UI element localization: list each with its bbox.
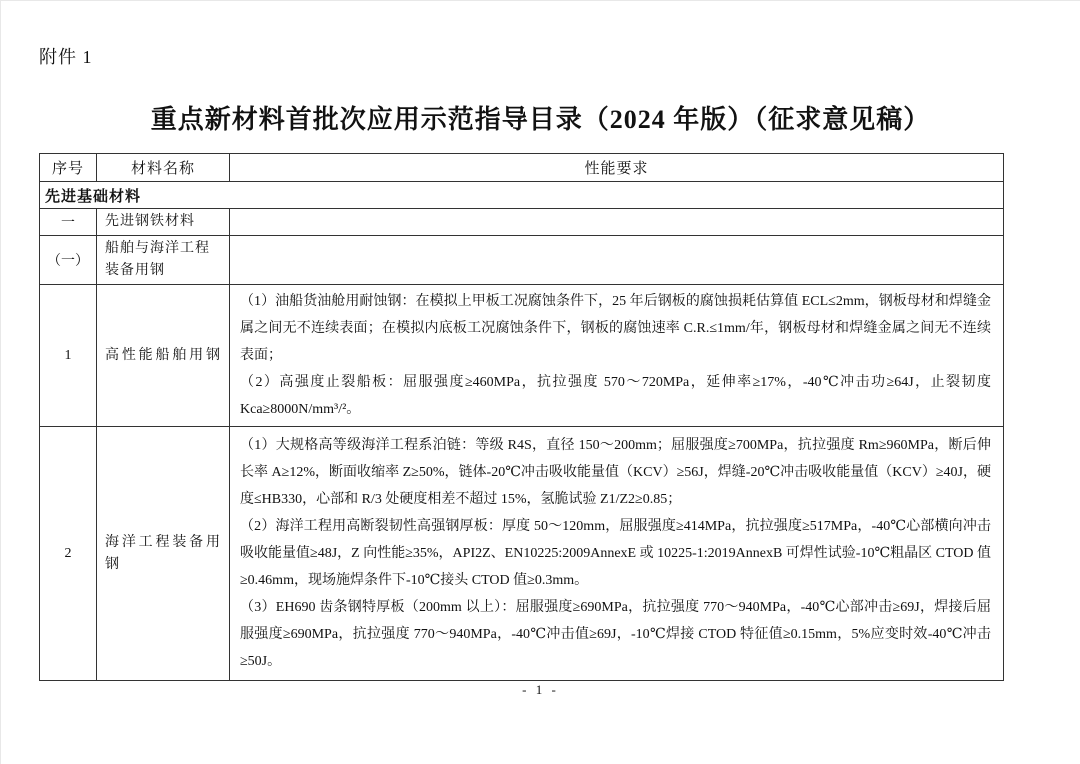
material-name-cell: 高性能船舶用钢 — [97, 285, 230, 427]
table-header-row — [40, 154, 1004, 182]
row-number-cell: （一） — [40, 236, 97, 285]
table-row — [40, 236, 1004, 285]
table-row — [40, 427, 1004, 681]
column-header-number: 序号 — [40, 154, 97, 182]
requirement-paragraph: （2）高强度止裂船板：屈服强度≥460MPa，抗拉强度 570～720MPa，延伸率≥17%，-40℃冲击功≥64J，止裂韧度 Kca≥8000N/mm³/²。 — [240, 375, 991, 417]
performance-cell — [230, 285, 1004, 427]
requirement-paragraph: （3）EH690 齿条钢特厚板（200mm 以上）：屈服强度≥690MPa，抗拉强度 770～940MPa，-40℃心部冲击≥69J，焊接后屈服强度≥690MPa，抗拉强度 770～940MPa，-40℃冲击值≥69J，-10℃焊接 CTOD 特征值≥0.15mm，5%应变时效-40℃冲击≥50J。 — [240, 600, 991, 669]
table-row — [40, 285, 1004, 427]
material-name-cell: 船舶与海洋工程装备用钢 — [97, 236, 230, 285]
material-name-cell: 海洋工程装备用钢 — [97, 427, 230, 681]
requirement-paragraph: （1）大规格高等级海洋工程系泊链：等级 R4S，直径 150～200mm；屈服强度≥700MPa，抗拉强度 Rm≥960MPa，断后伸长率 A≥12%，断面收缩率 Z≥50%，链体-20℃冲击吸收能量值（KCV）≥56J，焊缝-20℃冲击吸收能量值（KCV）≥40J，硬度≤HB330，心部和 R/3 处硬度相差不超过 15%，氢脆试验 Z1/Z2≥0.85； — [240, 438, 991, 507]
row-number-cell: 2 — [40, 427, 97, 681]
row-number-cell: 一 — [40, 209, 97, 236]
row-number-cell: 1 — [40, 285, 97, 427]
section-header-cell: 先进基础材料 — [40, 182, 1004, 209]
table-row — [40, 209, 1004, 236]
requirement-paragraph: （2）海洋工程用高断裂韧性高强钢厚板：厚度 50～120mm，屈服强度≥414MPa，抗拉强度≥517MPa，-40℃心部横向冲击吸收能量值≥48J，Z 向性能≥35%，API2Z、EN10225:2009AnnexE 或 10225-1:2019AnnexB 可焊性试验-10℃粗晶区 CTOD 值≥0.46mm，现场施焊条件下-10℃接头 CTOD 值≥0.3mm。 — [240, 519, 991, 588]
page-title: 重点新材料首批次应用示范指导目录（2024 年版）（征求意见稿） — [150, 105, 931, 134]
performance-cell — [230, 236, 1004, 285]
section-header-row — [40, 182, 1004, 209]
attachment-label: 附件 1 — [39, 47, 93, 67]
performance-cell — [230, 209, 1004, 236]
catalog-table — [39, 153, 1004, 681]
column-header-performance: 性能要求 — [230, 154, 1004, 182]
column-header-material: 材料名称 — [97, 154, 230, 182]
requirement-paragraph: （1）油船货油舱用耐蚀钢：在模拟上甲板工况腐蚀条件下，25 年后钢板的腐蚀损耗估算值 ECL≤2mm，钢板母材和焊缝金属之间无不连续表面；在模拟内底板工况腐蚀条件下，钢板的腐蚀速率 C.R.≤1mm/年，钢板母材和焊缝金属之间无不连续表面； — [240, 294, 991, 363]
material-name-cell: 先进钢铁材料 — [97, 209, 230, 236]
performance-cell — [230, 427, 1004, 681]
page-number: - 1 - — [522, 682, 559, 697]
